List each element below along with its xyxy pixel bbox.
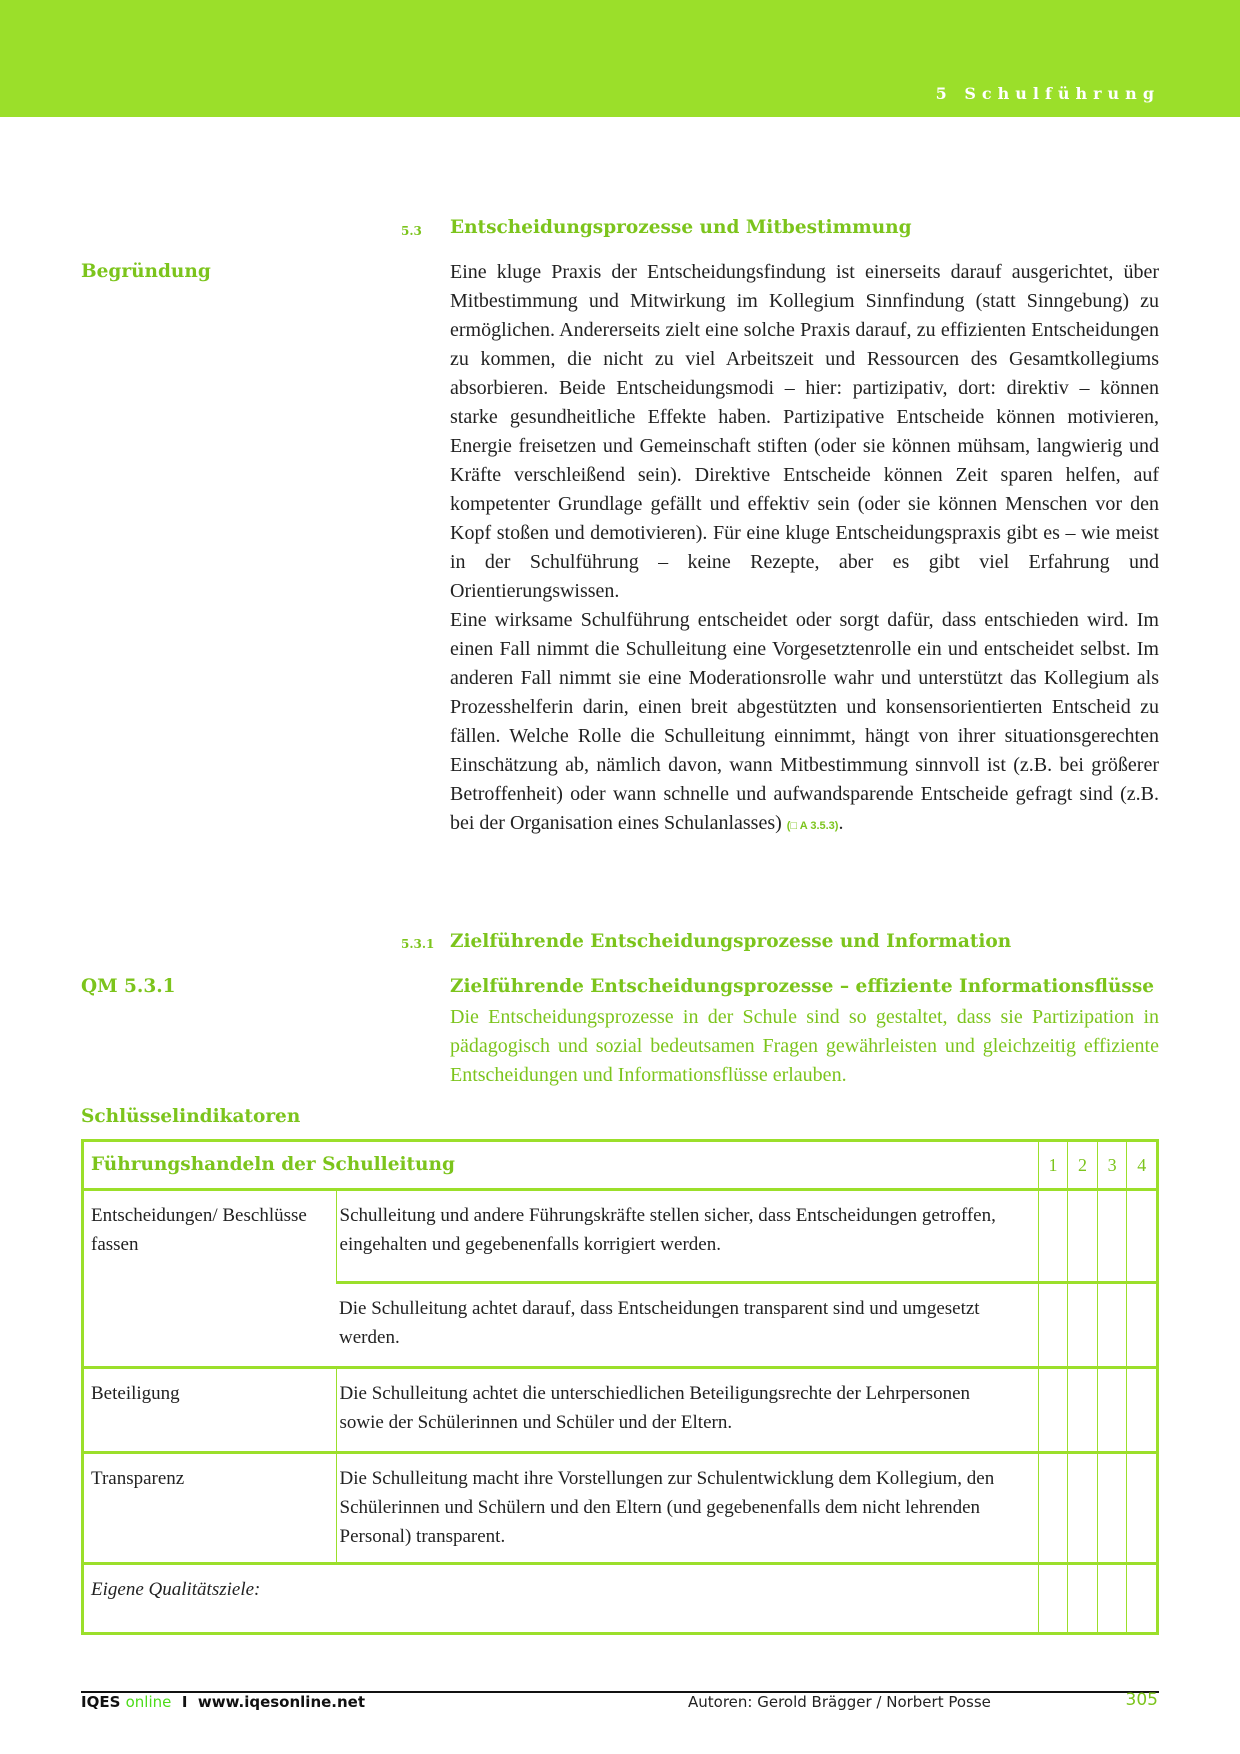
- footer-brand: [81, 1693, 365, 1711]
- rating-cell-4[interactable]: [1127, 1283, 1158, 1368]
- rating-cell-4[interactable]: [1127, 1368, 1158, 1453]
- indicator-text: Die Schulleitung macht ihre Vorstellungen zur Schulentwicklung dem Kollegium, den Schülerinnen und Schülern und den Eltern (und gegebenenfalls dem nicht lehrenden Personal) transparent.: [336, 1453, 1038, 1564]
- category-cell: Beteiligung: [83, 1368, 337, 1453]
- table-header-row: [83, 1141, 1158, 1190]
- begruendung-paragraph-1: Eine kluge Praxis der Entscheidungsfindung ist einerseits darauf ausgerichtet, über Mitbestimmung und Mitwirkung im Kollegium Sinnfindung (statt Sinngebung) zu ermöglichen. Andererseits zielt eine solche Praxis darauf, zu effizienten Entscheidungen zu kommen, die nicht zu viel Arbeitszeit und Ressourcen des Gesamtkollegiums absorbieren. Beide Entscheidungsmodi – hier: partizipativ, dort: direktiv – können starke gesundheitliche Effekte haben. Partizipative Entscheide können motivieren, Energie freisetzen und Gemeinschaft stiften (oder sie können mühsam, langwierig und Kräfte verschleißend sein). Direktive Entscheide können Zeit sparen helfen, auf kompetenter Grundlage gefällt und effektiv sein (oder sie können Menschen vor den Kopf stoßen und demotivieren). Für eine kluge Entscheidungspraxis gibt es – wie meist in der Schulführung – keine Rezepte, aber es gibt viel Erfahrung und Orientierungswissen.: [450, 261, 1159, 602]
- rating-cell-1[interactable]: [1038, 1453, 1068, 1564]
- rating-cell-1[interactable]: [1038, 1564, 1068, 1634]
- footer-authors: Autoren: Gerold Brägger / Norbert Posse: [688, 1693, 991, 1711]
- begruendung-body: [450, 258, 1159, 841]
- qm-description: Die Entscheidungsprozesse in der Schule sind so gestaltet, dass sie Partizipation in pädagogisch und sozial bedeutsamen Fragen gewährleisten und gleichzeitig effiziente Entscheidungen und Informationsflüsse erlauben.: [450, 1006, 1159, 1086]
- own-goals-row: [83, 1564, 1158, 1634]
- page-number: 305: [1125, 1690, 1158, 1710]
- subsection-number: 5.3.1: [401, 937, 435, 951]
- subsection-title: Zielführende Entscheidungsprozesse und Information: [450, 931, 1012, 952]
- rating-cell-1[interactable]: [1038, 1368, 1068, 1453]
- category-cell: Entscheidungen/ Beschlüsse fassen: [83, 1190, 337, 1368]
- brand-iqes: IQES: [81, 1693, 121, 1711]
- section-number: 5.3: [401, 224, 422, 238]
- table-title: Führungshandeln der Schulleitung: [91, 1154, 455, 1175]
- rating-cell-2[interactable]: [1068, 1283, 1098, 1368]
- rating-cell-1[interactable]: [1038, 1283, 1068, 1368]
- begruendung-paragraph-2-text: Eine wirksame Schulführung entscheidet oder sorgt dafür, dass entschieden wird. Im einen Fall nimmt die Schulleitung eine Vorgesetztenrolle ein und entscheidet selbst. Im anderen Fall nimmt sie eine Moderationsrolle wahr und unterstützt das Kollegium als Prozesshelferin darin, einen breit abgestützten und konsensorientierten Entscheid zu fällen. Welche Rolle die Schulleitung einnimmt, hängt von ihrer situationsgerechten Einschätzung ab, nämlich davon, wann Mitbestimmung sinnvoll ist (z.B. bei größerer Betroffenheit) oder wann schnelle und aufwandsparende Entscheide gefragt sind (z.B. bei der Organisation eines Schulanlasses): [450, 609, 1159, 834]
- rating-cell-3[interactable]: [1097, 1368, 1127, 1453]
- rating-cell-3[interactable]: [1097, 1190, 1127, 1283]
- scale-header-4: 4: [1127, 1141, 1158, 1190]
- indicator-table: [81, 1139, 1159, 1635]
- rating-cell-4[interactable]: [1127, 1453, 1158, 1564]
- scale-header-3: 3: [1097, 1141, 1127, 1190]
- indicator-text: Die Schulleitung achtet darauf, dass Entscheidungen transparent sind und umgesetzt werden.: [336, 1283, 1038, 1368]
- qm-label: QM 5.3.1: [81, 976, 176, 997]
- rating-cell-2[interactable]: [1068, 1368, 1098, 1453]
- table-title-cell: [83, 1141, 1039, 1190]
- rating-cell-2[interactable]: [1068, 1453, 1098, 1564]
- rating-cell-3[interactable]: [1097, 1283, 1127, 1368]
- own-goals-label[interactable]: Eigene Qualitätsziele:: [91, 1579, 261, 1600]
- begruendung-label: Begründung: [81, 261, 211, 282]
- rating-cell-3[interactable]: [1097, 1453, 1127, 1564]
- scale-header-2: 2: [1068, 1141, 1098, 1190]
- table-row: [83, 1453, 1158, 1564]
- paragraph-end: .: [838, 812, 844, 834]
- rating-cell-2[interactable]: [1068, 1564, 1098, 1634]
- chapter-label: 5 Schulführung: [935, 84, 1160, 103]
- rating-cell-3[interactable]: [1097, 1564, 1127, 1634]
- indicator-text: Die Schulleitung achtet die unterschiedlichen Beteiligungsrechte der Lehrpersonen sowie der Schülerinnen und Schüler und der Eltern.: [336, 1368, 1038, 1453]
- footer-separator: I: [181, 1693, 188, 1711]
- indicator-text: Schulleitung und andere Führungskräfte stellen sicher, dass Entscheidungen getroffen, eingehalten und gegebenenfalls korrigiert werden.: [336, 1190, 1038, 1283]
- indicators-label: Schlüsselindikatoren: [81, 1106, 301, 1127]
- qm-title: Zielführende Entscheidungsprozesse – effiziente Informationsflüsse: [450, 976, 1155, 997]
- rating-cell-4[interactable]: [1127, 1190, 1158, 1283]
- rating-cell-1[interactable]: [1038, 1190, 1068, 1283]
- begruendung-paragraph-2: [450, 606, 1159, 841]
- section-title: Entscheidungsprozesse und Mitbestimmung: [450, 217, 912, 238]
- website-link[interactable]: www.iqesonline.net: [197, 1693, 366, 1711]
- table-row: [83, 1368, 1158, 1453]
- rating-cell-2[interactable]: [1068, 1190, 1098, 1283]
- brand-online: online: [125, 1693, 172, 1711]
- rating-cell-4[interactable]: [1127, 1564, 1158, 1634]
- table-row: [83, 1190, 1158, 1283]
- scale-header-1: 1: [1038, 1141, 1068, 1190]
- cross-reference-link[interactable]: (□ A 3.5.3): [786, 820, 839, 832]
- category-cell: Transparenz: [83, 1453, 337, 1564]
